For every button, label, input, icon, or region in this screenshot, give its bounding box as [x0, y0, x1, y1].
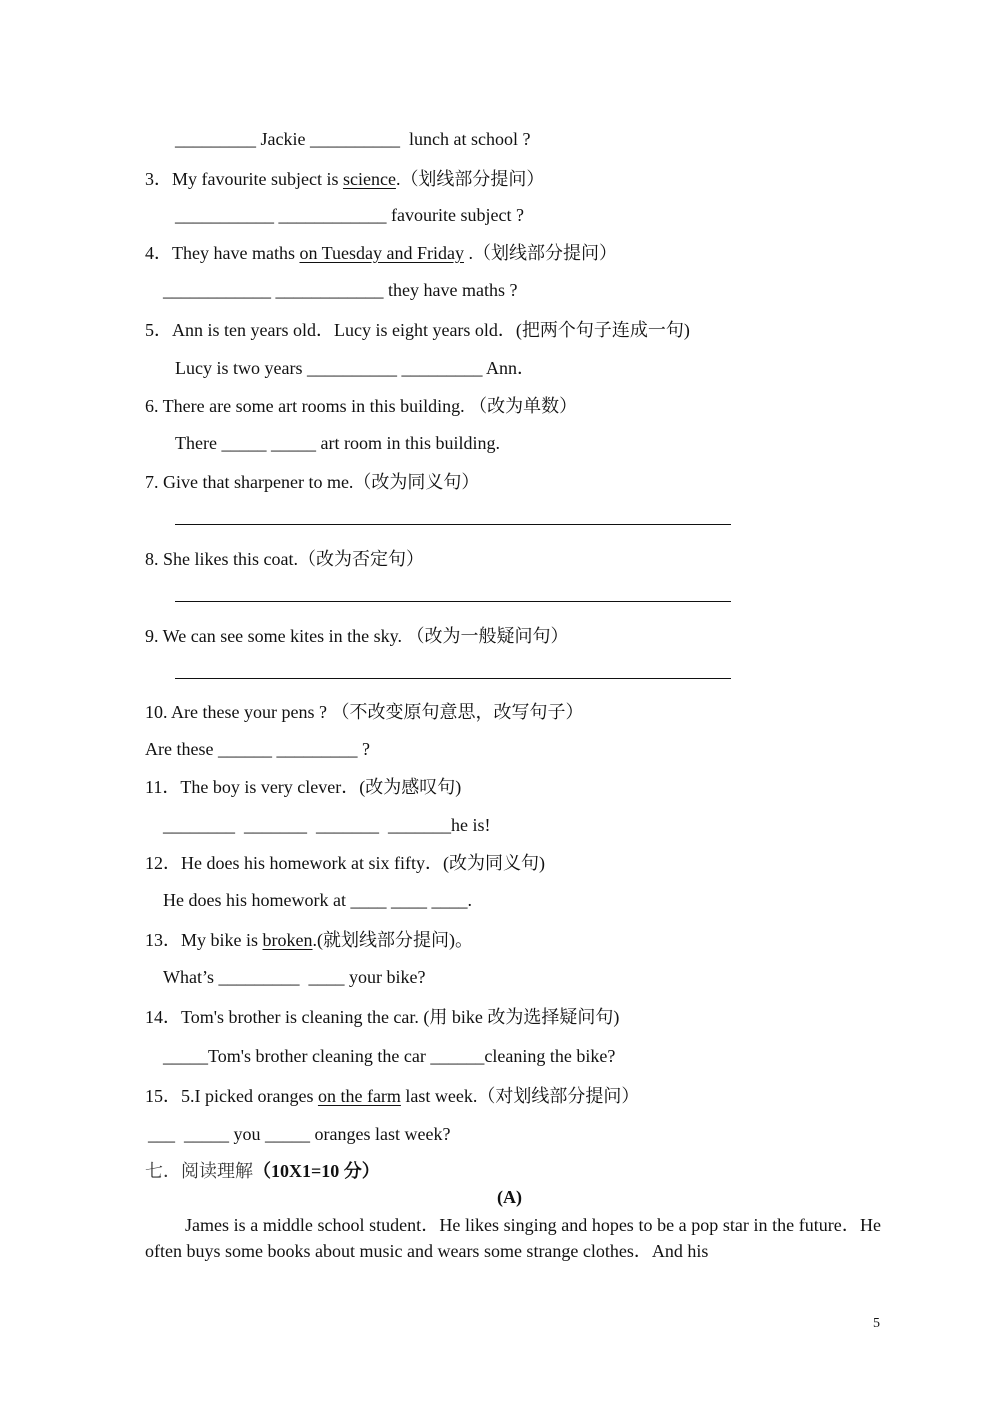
q13-answer-line: What’s _________ ____ your bike?	[163, 967, 426, 987]
question-3	[145, 168, 544, 190]
q4-instruction: .（划线部分提问）	[463, 243, 617, 263]
passage-label: (A)	[497, 1187, 522, 1207]
q4-answer-line: ____________ ____________ they have maths ?	[163, 280, 518, 300]
section-title: 七．阅读理解	[145, 1161, 253, 1181]
q8-answer-rule	[175, 601, 731, 602]
section-heading	[145, 1160, 380, 1182]
question-15	[145, 1085, 639, 1107]
q14-answer-line: _____Tom's brother cleaning the car ______cleaning the bike?	[163, 1046, 616, 1066]
q15-text: 15．5.I picked oranges	[145, 1086, 318, 1106]
q6-answer-line: There _____ _____ art room in this building.	[175, 433, 500, 453]
q5-answer-line: Lucy is two years __________ _________ Ann．	[175, 358, 535, 378]
question-9: 9. We can see some kites in the sky. （改为一般疑问句）	[145, 626, 569, 646]
question-13	[145, 929, 473, 951]
q15-instruction: last week.（对划线部分提问）	[400, 1086, 640, 1106]
question-14: 14．Tom's brother is cleaning the car. (用 bike 改为选择疑问句)	[145, 1007, 620, 1027]
page-number: 5	[873, 1316, 880, 1331]
question-5: 5．Ann is ten years old．Lucy is eight years old．(把两个句子连成一句)	[145, 320, 690, 340]
q2-answer-line: _________ Jackie __________ lunch at school ?	[175, 129, 531, 149]
q4-underlined: on Tuesday and Friday	[299, 243, 464, 263]
q10-answer-line: Are these ______ _________ ?	[145, 739, 370, 759]
question-6: 6. There are some art rooms in this building. （改为单数）	[145, 396, 578, 416]
q15-answer-line: ___ _____ you _____ oranges last week?	[148, 1124, 451, 1144]
q3-answer-line: ___________ ____________ favourite subject ?	[175, 205, 524, 225]
q12-answer-line: He does his homework at ____ ____ ____.	[163, 890, 472, 910]
question-4	[145, 242, 617, 264]
q7-answer-rule	[175, 524, 731, 525]
question-10: 10. Are these your pens ? （不改变原句意思，改写句子）	[145, 702, 584, 722]
q11-answer-line: ________ _______ _______ _______he is!	[163, 815, 491, 835]
q9-answer-rule	[175, 678, 731, 679]
passage-body: James is a middle school student．He likes singing and hopes to be a pop star in the future．He often buys some books about music and wears some strange clothes．And his	[145, 1215, 881, 1261]
question-11: 11．The boy is very clever．(改为感叹句)	[145, 777, 462, 797]
q13-underlined: broken	[262, 930, 313, 950]
passage-text	[145, 1212, 881, 1264]
question-12: 12．He does his homework at six fifty．(改为同义句)	[145, 853, 545, 873]
q13-text: 13．My bike is	[145, 930, 263, 950]
q3-text: 3．My favourite subject is	[145, 169, 343, 189]
q15-underlined: on the farm	[317, 1086, 401, 1106]
section-score: （10X1=10 分）	[253, 1161, 380, 1181]
q13-instruction: .(就划线部分提问)。	[312, 930, 473, 950]
question-8: 8. She likes this coat.（改为否定句）	[145, 549, 424, 569]
q3-underlined: science	[342, 169, 396, 189]
q4-text: 4．They have maths	[145, 243, 300, 263]
question-7: 7. Give that sharpener to me.（改为同义句）	[145, 472, 480, 492]
q3-instruction: .（划线部分提问）	[395, 169, 545, 189]
